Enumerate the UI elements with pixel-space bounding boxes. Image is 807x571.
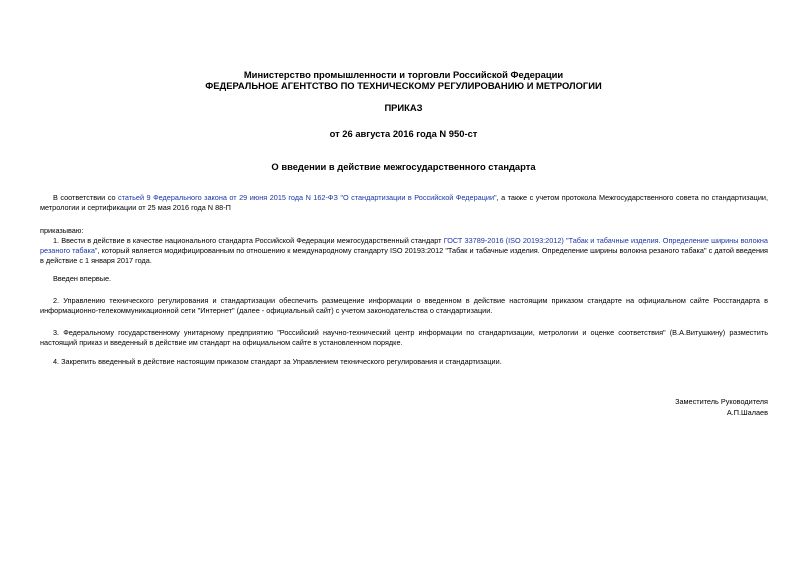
document-type: ПРИКАЗ xyxy=(384,102,423,113)
standard-link[interactable]: ГОСТ 33789-2016 (ISO 20193:2012) "Табак и табачные изделия. Определение ширины волокна резаного табака" xyxy=(40,236,768,255)
item-1-suffix: , который является модифицированным по отношению к международному стандарту ISO 20193:2012 "Табак и табачные изделия. Определение ширины волокна резаного табака" с датой введения в действие с 1 января 2017 года. xyxy=(40,246,768,265)
signatory-name: А.П.Шалаев xyxy=(726,408,768,417)
item-4-paragraph: 4. Закрепить введенный в действие настоящим приказом стандарт за Управлением технического регулирования и стандартизации. xyxy=(53,357,502,366)
intro-suffix: , а также с учетом протокола Межгосударственного совета по стандартизации, метрологии и сертификации от 25 мая 2016 года N 88-П xyxy=(40,193,768,212)
agency-heading: ФЕДЕРАЛЬНОЕ АГЕНТСТВО ПО ТЕХНИЧЕСКОМУ РЕГУЛИРОВАНИЮ И МЕТРОЛОГИИ xyxy=(205,80,602,91)
orders-label: приказываю: xyxy=(40,226,84,235)
document-title: О введении в действие межгосударственного стандарта xyxy=(271,161,536,172)
first-introduced-note: Введен впервые. xyxy=(53,274,112,283)
item-1-paragraph xyxy=(40,236,768,266)
ministry-heading: Министерство промышленности и торговли Российской Федерации xyxy=(243,69,564,80)
item-3-paragraph: 3. Федеральному государственному унитарному предприятию "Российский научно-технический центр информации по стандартизации, метрологии и оценке соответствия" (В.А.Витушкину) разместить настоящий приказ и введенный в действие им стандарт на официальном сайте в установленном порядке. xyxy=(40,328,768,347)
item-2-paragraph: 2. Управлению технического регулирования и стандартизации обеспечить размещение информации о введенном в действие настоящим приказом стандарте на официальном сайте Росстандарта в информационно-телекоммуникационной сети "Интернет" (далее - официальный сайт) с учетом законодательства о стандартизации. xyxy=(40,296,768,315)
intro-paragraph xyxy=(40,193,768,213)
law-link[interactable]: статьей 9 Федерального закона от 29 июня 2015 года N 162-ФЗ "О стандартизации в Российской Федерации" xyxy=(117,193,497,202)
intro-prefix: В соответствии со xyxy=(53,193,118,202)
signatory-position: Заместитель Руководителя xyxy=(675,397,768,406)
order-date-number: от 26 августа 2016 года N 950-ст xyxy=(329,128,478,139)
item-1-prefix: 1. Ввести в действие в качестве национального стандарта Российской Федерации межгосударственный стандарт xyxy=(53,236,444,245)
